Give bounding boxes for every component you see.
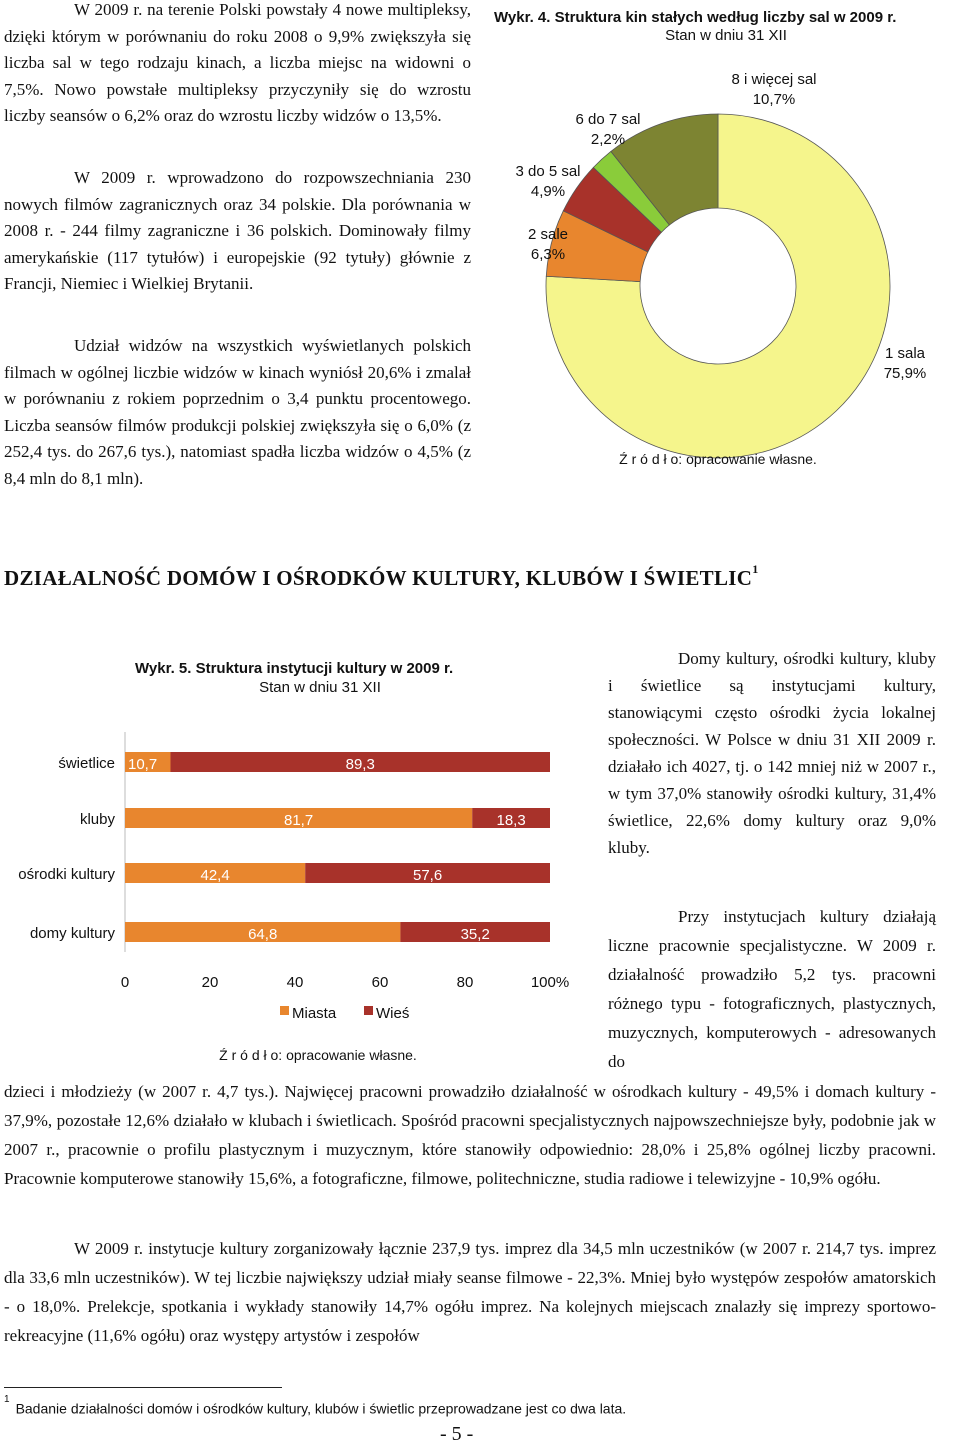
paragraph-nowe-filmy: W 2009 r. wprowadzono do rozpowszechniania 230 nowych filmów zagranicznych oraz 34 polskie. Dla porównania w 2008 r. - 244 filmy zagraniczne i 36 polskich. Dominowały filmy amerykańskie (117 tytułów) i europejskie (92 tytuły) głównie z Francji, Niemiec i Wielkiej Brytanii. bbox=[4, 168, 471, 293]
x-tick-label: 40 bbox=[286, 974, 304, 991]
chart-subtitle: Stan w dniu 31 XII bbox=[665, 27, 787, 44]
chart-title: Wykr. 4. Struktura kin stałych według liczby sal w 2009 r. bbox=[494, 9, 897, 26]
bar-value-label: 42,4 bbox=[200, 867, 230, 884]
slice-value-label: 75,9% bbox=[883, 365, 927, 382]
chart-subtitle: Stan w dniu 31 XII bbox=[259, 679, 381, 696]
slice-value-label: 10,7% bbox=[752, 91, 796, 108]
paragraph-pracownie-a: Przy instytucjach kultury działają liczne pracownie specjalistyczne. W 2009 r. działalność prowadziło 5,2 tys. pracowni różnego typu - fotograficznych, plastycznych, muzycznych, komputerowych - adresowanych do bbox=[608, 907, 936, 1071]
slice-value-label: 6,3% bbox=[530, 246, 566, 263]
category-label: ośrodki kultury bbox=[18, 866, 115, 883]
x-tick-label: 20 bbox=[201, 974, 219, 991]
category-label: świetlice bbox=[58, 755, 115, 772]
legend-swatch-wies bbox=[364, 1006, 373, 1015]
x-tick-label: 80 bbox=[456, 974, 474, 991]
x-tick-label: 60 bbox=[371, 974, 389, 991]
chart-title: Wykr. 5. Struktura instytucji kultury w 2009 r. bbox=[135, 660, 454, 677]
bar-value-label: 10,7 bbox=[128, 756, 158, 773]
x-tick-label: 100% bbox=[530, 974, 570, 991]
page-number: - 5 - bbox=[440, 1423, 474, 1445]
bar-value-label: 35,2 bbox=[460, 926, 490, 943]
legend-label: Miasta bbox=[292, 1005, 337, 1022]
bar-value-label: 64,8 bbox=[248, 926, 278, 943]
slice-value-label: 4,9% bbox=[530, 183, 566, 200]
slice-label: 6 do 7 sal bbox=[575, 111, 641, 128]
footnote-mark: 1 bbox=[4, 1394, 10, 1405]
paragraph-multipleksy: W 2009 r. na terenie Polski powstały 4 nowe multipleksy, dzięki którym w porównaniu do roku 2008 o 9,9% zwiększyła się liczba sal w tego rodzaju kinach, a liczba miejsc na widowni o 7,5%. Nowo powstałe multipleksy przyczyniły się do wzrostu liczby seansów o 6,2% oraz do wzrostu liczby widzów o 13,5%. bbox=[4, 0, 471, 125]
bar-value-label: 81,7 bbox=[284, 812, 314, 829]
x-tick-label: 0 bbox=[120, 974, 130, 991]
category-label: kluby bbox=[79, 811, 115, 828]
chart-instytucje bbox=[0, 652, 600, 1072]
category-label: domy kultury bbox=[29, 925, 115, 942]
paragraph-domy-kultury: Domy kultury, ośrodki kultury, kluby i świetlice są instytucjami kultury, stanowiącymi często ośrodki życia lokalnej społeczności. W Polsce w dniu 31 XII 2009 r. działało ich 4027, tj. o 142 mniej niż w 2007 r., w tym 37,0% stanowiły ośrodki kultury, 31,4% świetlice, 22,6% domy kultury oraz 9,0% kluby. bbox=[608, 649, 936, 857]
legend-label: Wieś bbox=[376, 1005, 410, 1022]
chart-source: Ź r ó d ł o: opracowanie własne. bbox=[619, 451, 817, 467]
footnote-text: Badanie działalności domów i ośrodków kultury, klubów i świetlic przeprowadzane jest co dwa lata. bbox=[15, 1400, 627, 1417]
slice-label: 1 sala bbox=[884, 345, 926, 362]
chart-source: Ź r ó d ł o: opracowanie własne. bbox=[219, 1047, 417, 1063]
footnote-rule bbox=[4, 1387, 282, 1388]
slice-label: 2 sale bbox=[527, 226, 569, 243]
heading-footnote-mark: 1 bbox=[752, 562, 759, 576]
paragraph-pracownie-b: dzieci i młodzieży (w 2007 r. 4,7 tys.). Najwięcej pracowni prowadziło działalność w ośrodkach kultury - 49,5% i domach kultury - 37,9%, pozostałe 12,6% działało w klubach i świetlicach. Spośród pracowni specjalistycznych najpowszechniejsze były, podobnie jak w 2007 r., pracownie o profilu plastycznym i muzycznym, które stanowiły odpowiednio: 28,0% i 25,8% ogólnej liczby pracowni. Pracownie komputerowe stanowiły 15,6%, a fotograficzne, filmowe, politechniczne, studia radiowe i telewizyjne - 10,9% ogółu. bbox=[4, 1082, 936, 1188]
paragraph-imprezy: W 2009 r. instytucje kultury zorganizowały łącznie 237,9 tys. imprez dla 34,5 mln uczestników (w 2007 r. 214,7 tys. imprez dla 33,6 mln uczestników). W tej liczbie największy udział miały seanse filmowe - 22,3%. Mniej było występów zespołów amatorskich - o 18,0%. Prelekcje, spotkania i wykłady stanowiły 14,7% ogółu imprez. Na kolejnych miejscach znalazły się imprezy sportowo-rekreacyjne (11,6% ogółu) oraz występy artystów i zespołów bbox=[4, 1239, 936, 1345]
bar-value-label: 89,3 bbox=[345, 756, 375, 773]
paragraph-udzial-widzow: Udział widzów na wszystkich wyświetlanych polskich filmach w ogólnej liczbie widzów w kinach wyniósł 20,6% i zmalał w porównaniu z rokiem poprzednim o 3,4 punktu procentowego. Liczba seansów filmów produkcji polskiej zwiększyła się o 6,0% (z 252,4 tys. do 267,6 tys.), natomiast spadła liczba widzów o 4,5% (z 8,4 mln do 8,1 mln). bbox=[4, 336, 471, 488]
footnote bbox=[4, 1394, 627, 1417]
slice-label: 3 do 5 sal bbox=[515, 163, 581, 180]
chart-kina-sale bbox=[492, 2, 960, 472]
legend-swatch-miasta bbox=[280, 1006, 289, 1015]
bar-value-label: 18,3 bbox=[496, 812, 526, 829]
bar-value-label: 57,6 bbox=[412, 867, 443, 884]
section-heading bbox=[4, 562, 759, 591]
heading-text: DZIAŁALNOŚĆ DOMÓW I OŚRODKÓW KULTURY, KLUBÓW I ŚWIETLIC bbox=[4, 566, 753, 590]
slice-value-label: 2,2% bbox=[590, 131, 626, 148]
slice-label: 8 i więcej sal bbox=[731, 71, 817, 88]
stacked-bar-chart bbox=[0, 652, 600, 1072]
donut-chart bbox=[492, 2, 960, 472]
